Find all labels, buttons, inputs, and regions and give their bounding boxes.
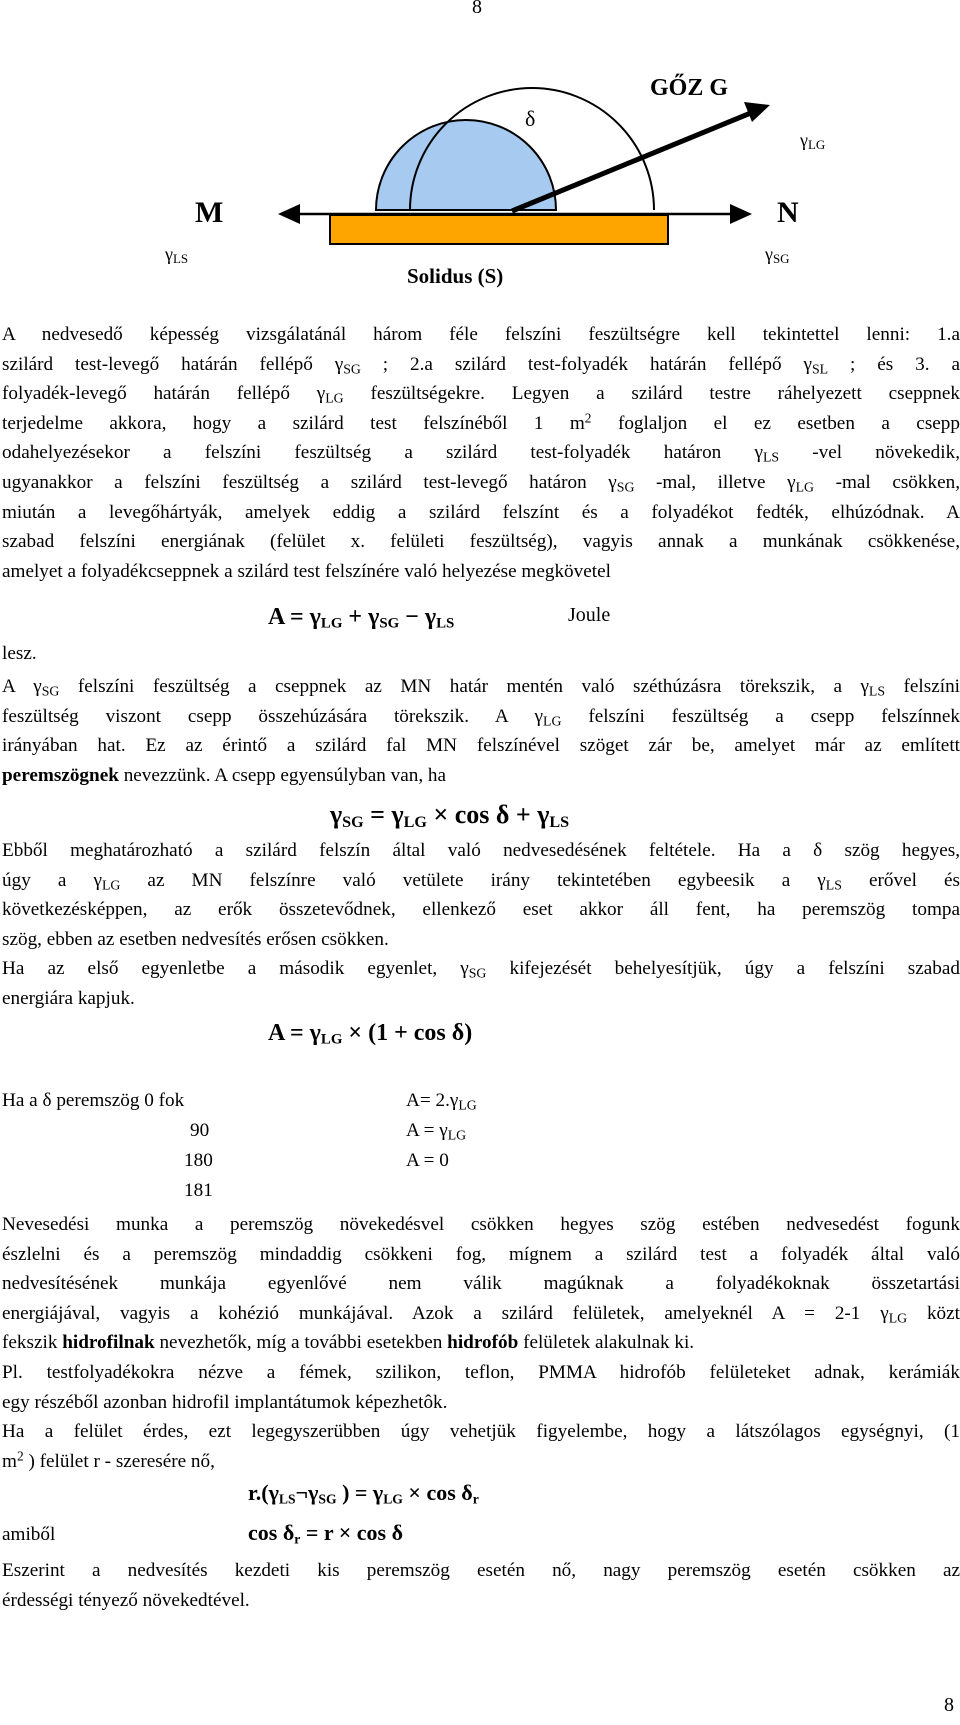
equation-2: $\gamma_{SG} = \gamma_{LG} \times \cos \delta + \gamma_{LS}$ <box>330 800 570 832</box>
label-n: N <box>777 196 799 229</box>
equation-3: $A = \gamma_{LG} \times (1 + \cos \delta)$ <box>268 1020 473 1048</box>
equation-5: $\cos \delta_r = r \times \cos \delta$ <box>248 1520 403 1547</box>
paragraph-3: Ebből meghatározható a szilárd felszín által való nedvesedésének feltétele. Ha a δ szög hegyes, úgy a $\gamma_{LG}$ az MN felszínre való vetülete irány tekintetében egybeesik a $\gamma_{LS}$ erővel és következésképpen, az erők összetevődnek, ellenkező eset akkor áll fent, ha peremszög tompa szög, ebben az esetben nedvesítés erősen csökken. Ha az első egyenletbe a második egyenlet, $\gamma_{SG}$ kifejezését behelyesítjük, úgy a felszíni szabad energiára kapjuk. <box>2 840 960 1009</box>
liquid-drop <box>376 120 556 210</box>
arrow-right-icon <box>730 204 752 224</box>
lesz-text: lesz. <box>2 643 37 664</box>
page-number-top: 8 <box>472 0 482 18</box>
table-row-1-right: $A= 2.\gamma_{LG}$ <box>406 1090 477 1113</box>
label-delta: δ <box>525 106 536 131</box>
paragraph-2: A $\gamma_{SG}$ felszíni feszültség a cseppnek az MN határ mentén való széthúzásra törekszik, a $\gamma_{LS}$ felszíni feszültség viszont csepp összehúzására törekszik. A $\gamma_{LG}$ felszíni feszültség a csepp felszínnek irányában hat. Ez az érintő a szilárd fal MN felszínével szöget zár be, amelyet már az említett peremszögnek nevezzünk. A csepp egyensúlyban van, ha <box>2 676 960 786</box>
solid-block <box>330 215 668 244</box>
table-row-1-left: Ha a δ peremszög 0 fok <box>2 1090 185 1111</box>
paragraph-5: Eszerint a nedvesítés kezdeti kis peremszög esetén nő, nagy peremszög esetén csökken az érdességi tényező növekedtével. <box>2 1560 960 1611</box>
label-goz: GŐZ G <box>650 75 729 101</box>
paragraph-4: Nevesedési munka a peremszög növekedésvel csökken hegyes szög estében nedvesedést fogunk észlelni és a peremszög mindaddig csökkeni fog, mígnem a szilárd test a folyadék által való nedvesítésének munkája egyenlővé nem válik magúknak a folyadékoknak összetartási energiájával, vagyis a kohézió munkájával. Azok a szilárd felületek, amelyeknél A = 2-1 $\gamma_{LG}$ közt fekszik hidrofilnak nevezhetők, míg a további esetekben hidrofób felületek alakulnak ki. Pl. testfolyadékokra nézve a fémek, szilikon, teflon, PMMA hidrofób felületeket adnak, kerámiák egy részéből azonban hidrofil implantátumok képezhetôk. Ha a felület érdes, ezt legegyszerübben úgy vehetjük figyelembe, hogy a látszólagos egységnyi, (1 $m^2$ ) felület r - szeresére nő, <box>2 1214 960 1472</box>
equation-1: $A = \gamma_{LG} + \gamma_{SG} - \gamma_{LS}$ <box>268 604 455 632</box>
table-row-3-right: A = 0 <box>406 1150 449 1171</box>
label-gamma-ls: $\gamma_{LS}$ <box>165 244 189 267</box>
arrow-left-icon <box>278 204 300 224</box>
table-row-2-right: $A = \gamma_{LG}$ <box>406 1120 467 1143</box>
table-row-4-left: 181 <box>184 1180 213 1201</box>
gamma-lg-arrow <box>512 110 758 211</box>
label-gamma-lg: $\gamma_{LG}$ <box>800 130 826 153</box>
label-m: M <box>195 196 224 229</box>
paragraph-1: A nedvesedő képesség vizsgálatánál három féle felszíni feszültségre kell tekintettel lenni: 1.a szilárd test-levegő határán fellépő $\gamma_{SG}$ ; 2.a szilárd test-folyadék határán fellépő $\gamma_{SL}$ ; és 3. a folyadék-levegő határán fellépő $\gamma_{LG}$ feszültségekre. Legyen a szilárd testre ráhelyezett cseppnek terjedelme akkora, hogy a szilárd test felszínéből 1 $m^2$ foglaljon el ez esetben a csepp odahelyezésekor a felszíni feszültség a szilárd test-folyadék határon $\gamma_{LS}$ -vel növekedik, ugyanakkor a felszíni feszültség a szilárd test-levegő határon $\gamma_{SG}$ -mal, illetve $\gamma_{LG}$ -mal csökken, miután a levegőhártyák, amelyek eddig a szilárd felszínt és a folyadékot fedték, elhúzódnak. A szabad felszíni energiának (felület x. felületi feszültség), vagyis annak a munkának csökkenése, amelyet a folyadékcseppnek a szilárd test felszínére való helyezése megkövetel <box>2 324 960 582</box>
label-solidus: Solidus (S) <box>407 264 504 288</box>
page-number-bottom: 8 <box>944 1694 954 1716</box>
equation-1-unit: Joule <box>568 604 611 626</box>
amibol-text: amiből <box>2 1524 56 1545</box>
table-row-2-left: 90 <box>190 1120 210 1141</box>
table-row-3-left: 180 <box>184 1150 213 1171</box>
equation-4: $r.(\gamma_{LS}\neg\gamma_{SG}$ ) = $\gamma_{LG} \times \cos \delta_r$ <box>248 1480 479 1507</box>
label-gamma-sg: $\gamma_{SG}$ <box>765 244 790 267</box>
